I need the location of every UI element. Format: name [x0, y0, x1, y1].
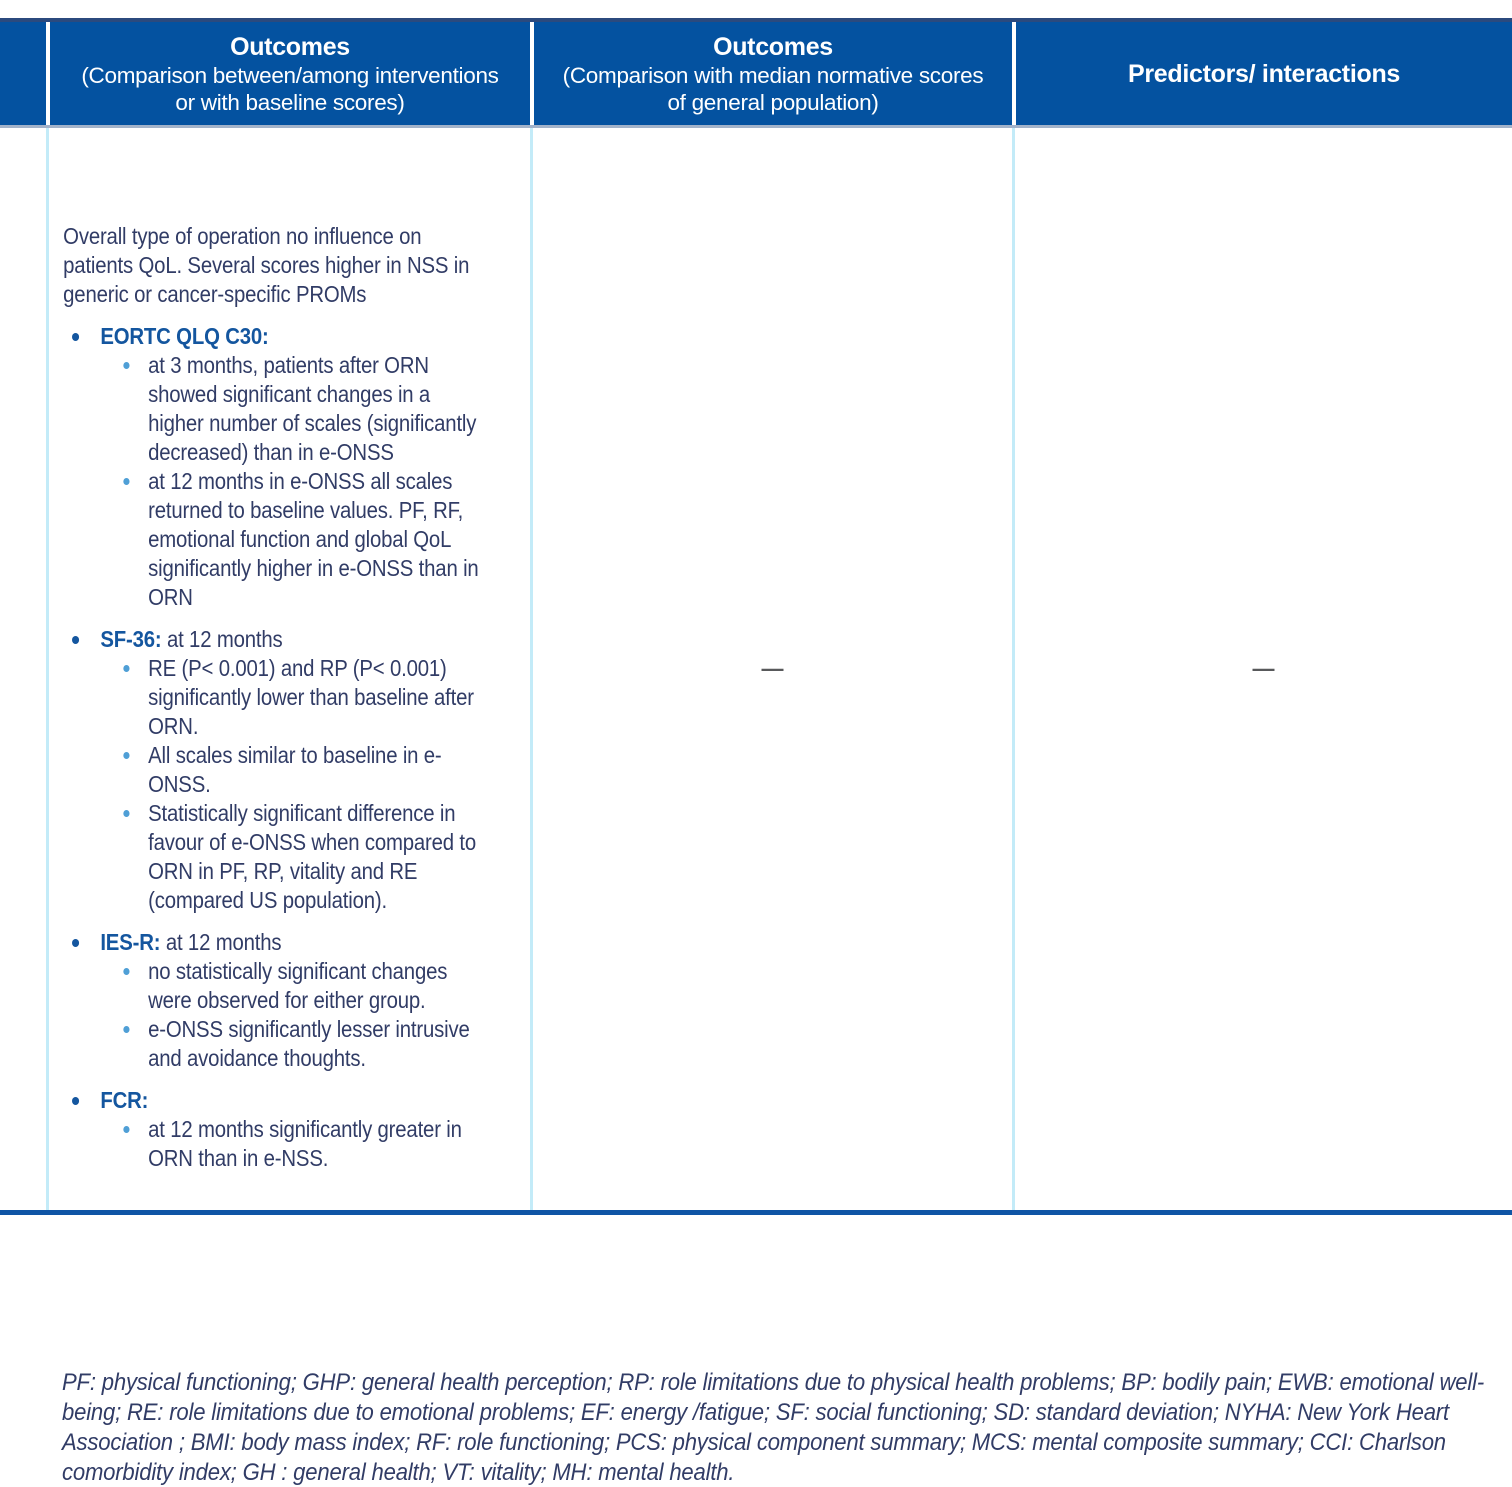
sub-item-text: at 12 months significantly greater in ORN than in e-NSS.	[148, 1116, 462, 1171]
header-subtitle: (Comparison with median normative scores of general population)	[562, 62, 984, 115]
outcomes-normative-header	[530, 22, 1012, 125]
sub-item-text: RE (P< 0.001) and RP (P< 0.001) significantly lower than baseline after ORN.	[148, 655, 474, 739]
sub-item-text: Statistically significant difference in favour of e-ONSS when compared to ORN in PF, RP, vitality and RE (compared US population).	[148, 800, 477, 913]
sub-item-text: no statistically significant changes were observed for either group.	[148, 958, 448, 1013]
intro-text: Overall type of operation no influence on patients QoL. Several scores higher in NSS in generic or cancer-specific PROMs	[63, 223, 470, 307]
sub-item-text: All scales similar to baseline in e-ONSS.	[148, 742, 442, 797]
sub-item-text: at 3 months, patients after ORN showed significant changes in a higher number of scales (significantly decreased) than in e-ONSS	[148, 352, 477, 465]
header-subtitle: (Comparison between/among interventions or with baseline scores)	[81, 62, 499, 115]
sub-list-item	[100, 654, 488, 741]
abbreviations-footnote: PF: physical functioning; GHP: general health perception; RP: role limitations due to physical health problems; BP: bodily pain; EWB: emotional well-being; RE: role limitations due to emotional problems; EF: energy /fatigue; SF: social functioning; SD: standard deviation; NYHA: New York Heart Association ; BMI: body mass index; RF: role functioning; PCS: physical component summary; MCS: mental composite summary; CCI: Charlson comorbidity index; GH : general health; VT: vitality; MH: mental health.	[62, 1369, 1485, 1486]
em-dash-placeholder: —	[761, 656, 784, 681]
sub-bullet-icon	[123, 968, 129, 975]
results-table	[0, 18, 1512, 1215]
sub-bullet-icon	[123, 665, 129, 672]
sub-list-item	[100, 1115, 488, 1173]
sub-bullet-icon	[123, 1026, 129, 1033]
list-item-sf36	[63, 625, 488, 915]
sub-bullet-icon	[123, 362, 129, 369]
predictors-header	[1012, 22, 1512, 125]
sub-bullet-icon	[123, 1126, 129, 1133]
outcomes-text-block	[49, 222, 532, 1173]
outcomes-normative-cell	[530, 128, 1012, 1210]
sub-bullet-icon	[123, 810, 129, 817]
sub-list-item	[100, 351, 488, 467]
list-item-fcr	[63, 1086, 488, 1173]
cropped-column-cell	[0, 128, 46, 1210]
bullet-icon	[72, 333, 79, 341]
scale-name-label: FCR:	[100, 1087, 149, 1113]
sub-item-text: at 12 months in e-ONSS all scales returned to baseline values. PF, RF, emotional function and global QoL significantly higher in e-ONSS than in ORN	[148, 468, 479, 610]
sub-bullet-icon	[123, 752, 129, 759]
sub-list-item	[100, 799, 488, 915]
cropped-column-header	[0, 22, 46, 125]
em-dash-placeholder: —	[1252, 656, 1275, 681]
bullet-icon	[72, 939, 79, 947]
scale-name-label: SF-36:	[100, 626, 162, 652]
outcomes-interventions-header	[46, 22, 530, 125]
sub-list-item	[100, 741, 488, 799]
scale-name-label: IES-R:	[100, 929, 161, 955]
header-title: Outcomes	[230, 32, 350, 61]
header-row	[0, 18, 1512, 128]
sub-bullet-icon	[123, 478, 129, 485]
item-text: at 12 months	[160, 929, 282, 955]
sub-list-item	[100, 1015, 488, 1073]
bullet-icon	[72, 636, 79, 644]
header-title: Predictors/ interactions	[1127, 59, 1401, 88]
list-item-iesr	[63, 928, 488, 1073]
sub-list-item	[100, 467, 488, 612]
scale-name-label: EORTC QLQ C30:	[100, 323, 269, 349]
item-text: at 12 months	[161, 626, 283, 652]
predictors-cell	[1012, 128, 1512, 1210]
bullet-icon	[72, 1097, 79, 1105]
header-title: Outcomes	[713, 32, 833, 61]
outcomes-interventions-cell	[46, 128, 530, 1210]
list-item-eortc	[63, 322, 488, 612]
body-row	[0, 128, 1512, 1215]
sub-item-text: e-ONSS significantly lesser intrusive and avoidance thoughts.	[148, 1016, 470, 1071]
sub-list-item	[100, 957, 488, 1015]
